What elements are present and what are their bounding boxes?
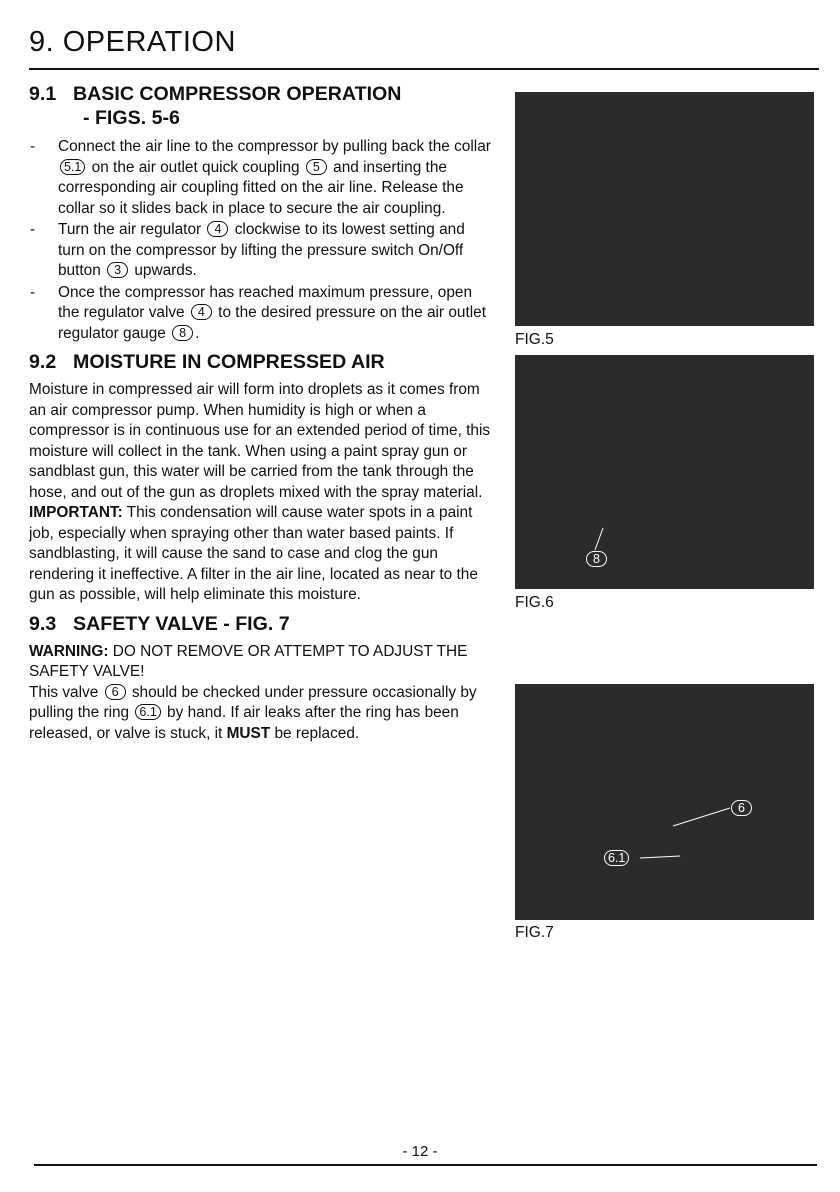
page-title: 9. OPERATION xyxy=(29,26,236,58)
figure-5-caption: FIG.5 xyxy=(515,331,554,348)
important-text: This condensation will cause water spots in a paint job, especially when spraying other than water based paints. If sandblasting, it will cause the sand to case and clog the gun rendering it ineffective. A filter in the air line, located as near to the gun as possible, will help eliminate this moisture. xyxy=(29,504,478,603)
callout-ref: 8 xyxy=(172,325,193,341)
figure-7-caption: FIG.7 xyxy=(515,924,554,941)
callout-ref: 4 xyxy=(191,304,212,320)
important-paragraph xyxy=(29,503,491,606)
section-9-3-heading xyxy=(29,612,491,636)
leader-line xyxy=(515,355,814,589)
section-title: MOISTURE IN COMPRESSED AIR xyxy=(73,351,385,373)
moisture-paragraph: Moisture in compressed air will form into droplets as it comes from an air compressor pump. When humidity is high or when a compressor is in continuous use for an extended period of time, this moisture will collect in the tank. When using a paint spray gun or sandblast gun, this water will be carried from the tank through the hose, and out of the gun as droplets mixed with the spray material. xyxy=(29,381,491,501)
safety-valve-paragraph xyxy=(29,683,491,745)
step-text: and inserting the corresponding air coupling fitted on the air line. Release the collar so it slides back in place to secure the air coupling. xyxy=(58,158,464,217)
callout-ref: 4 xyxy=(207,221,228,237)
body-text: be replaced. xyxy=(270,724,360,742)
callout-ref: 5.1 xyxy=(60,159,85,175)
body-text: This valve xyxy=(29,683,103,701)
warning-label: WARNING: xyxy=(29,642,109,660)
callout-6: 6 xyxy=(731,800,752,816)
callout-ref: 5 xyxy=(306,159,327,175)
must-emphasis: MUST xyxy=(226,724,271,742)
list-item: - Once the compressor has reached maximum pressure, open the regulator valve 4 to the desired pressure on the air outlet regulator gauge 8 . xyxy=(30,283,486,342)
callout-ref: 6.1 xyxy=(135,704,160,720)
body-text: by hand. If air leaks after the ring has been released, or valve is stuck, it xyxy=(29,704,459,742)
callout-ref: 6 xyxy=(105,684,126,700)
callout-ref: 3 xyxy=(107,262,128,278)
leader-lines xyxy=(515,684,814,920)
callout-8: 8 xyxy=(586,551,607,567)
section-number: 9.2 xyxy=(29,351,57,373)
step-text: clockwise to its lowest setting and turn on the compressor by lifting the pressure switch On/Off button xyxy=(58,221,465,279)
step-text: Turn the air regulator xyxy=(58,221,206,238)
step-text: on the air outlet quick coupling xyxy=(87,158,304,176)
step-text: Connect the air line to the compressor by pulling back the collar xyxy=(58,138,491,155)
figure-6-image xyxy=(515,355,814,589)
title-divider xyxy=(29,68,819,70)
warning-text: DO NOT REMOVE OR ATTEMPT TO ADJUST THE SAFETY VALVE! xyxy=(29,642,468,680)
page-number: - 12 - xyxy=(402,1143,438,1160)
section-title: BASIC COMPRESSOR OPERATION xyxy=(73,83,402,105)
callout-6-1: 6.1 xyxy=(604,850,629,866)
section-subtitle: - FIGS. 5-6 xyxy=(83,107,180,129)
list-item: - Connect the air line to the compressor by pulling back the collar 5.1 on the air outlet quick coupling 5 and inserting the corresponding air coupling fitted on the air line. Release the collar so it slides back in place to secure the air coupling. xyxy=(30,138,491,217)
step-text: Once the compressor has reached maximum pressure, open the regulator valve xyxy=(58,283,473,321)
step-text: upwards. xyxy=(130,262,197,279)
operation-steps xyxy=(29,137,491,344)
figure-7-image xyxy=(515,684,814,920)
body-text: should be checked under pressure occasionally by pulling the ring xyxy=(29,683,477,721)
text-column xyxy=(29,82,491,744)
figure-5-image xyxy=(515,92,814,326)
step-text: . xyxy=(195,324,200,342)
footer-divider xyxy=(34,1164,817,1166)
step-text: to the desired pressure on the air outlet regulator gauge xyxy=(58,304,486,342)
section-number: 9.1 xyxy=(29,83,57,105)
section-9-2-heading xyxy=(29,350,491,374)
section-title: SAFETY VALVE - FIG. 7 xyxy=(73,612,290,635)
figure-6-caption: FIG.6 xyxy=(515,594,554,611)
section-9-1-heading xyxy=(29,82,491,130)
important-label: IMPORTANT: xyxy=(29,504,123,521)
list-item: - Turn the air regulator 4 clockwise to its lowest setting and turn on the compressor by lifting the pressure switch On/Off button 3 upwards. xyxy=(30,221,465,279)
section-number: 9.3 xyxy=(29,612,57,635)
warning-paragraph xyxy=(29,642,491,683)
